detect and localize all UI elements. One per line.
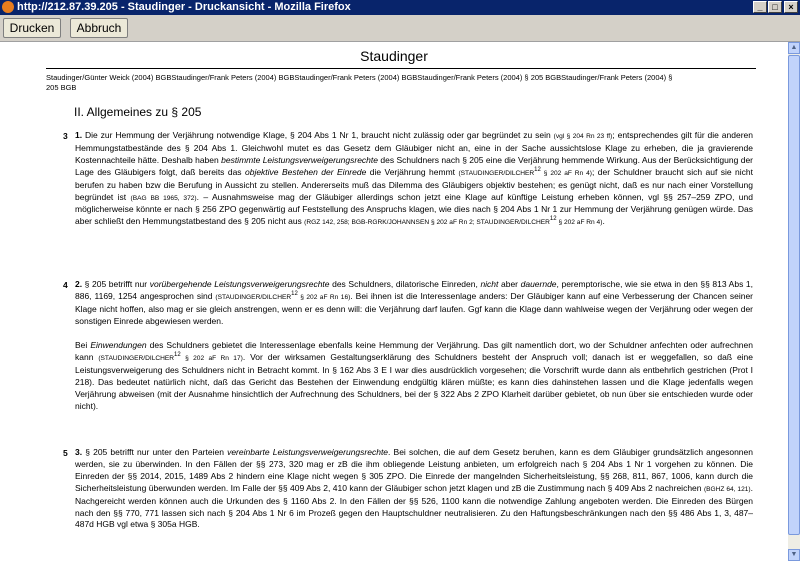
paragraph-text: (BAG BB 1965, 372) <box>130 194 197 202</box>
paragraph-text: des Schuldners nach § 205 eine die Verjährung hemmende Wirkung. Aus der Berücksichtigung der Lage des Gläubigers folgt, daß bereits das <box>75 154 753 177</box>
paragraph-text: 12 <box>534 166 541 173</box>
paragraph-text: 1. <box>75 130 83 140</box>
document-title: Staudinger <box>360 48 428 64</box>
print-button[interactable]: Drucken <box>3 18 61 38</box>
maximize-icon[interactable]: □ <box>768 1 782 13</box>
paragraph-text: (BGHZ 64, 121) <box>703 485 751 493</box>
paragraph-text: des Schuldners gebietet die Interessenlage ebenfalls keine Hemmung der Verjährung. Das gilt namentlich dort, wo der Schuldner anfechten oder aufrechnen kann <box>75 340 753 362</box>
margin-number: 4 <box>63 280 68 290</box>
paragraph-text: § 205 betrifft nur <box>82 279 150 289</box>
paragraph-text: 12 <box>291 291 298 298</box>
paragraph-text: ; entsprechendes gilt für die anderen Hemmungstatbestände des § 204 Abs 1. Gleichwohl mutet es das Gesetz dem Gläubiger nicht an, eine in der Sache aussichtslose Klage zu erheben, die ja gravierende Kostennachteile hätte. Deshalb haben <box>75 130 753 165</box>
scroll-down-icon[interactable]: ▼ <box>788 549 800 561</box>
paragraph-text: ; der Schuldner braucht sich auf sie nicht berufen zu haben bzw die Berufung in Aussicht zu stellen. Andererseits muß das Dilemma des Gläubigers objektiv bestehen; es genügt nicht, daß es nur nach einer Vorstellung begründet ist <box>75 166 753 202</box>
title-bar <box>0 0 800 15</box>
margin-number: 5 <box>63 448 68 458</box>
paragraph-text: , peremptorische, wie sie etwa in den §§ 813 Abs 1, 886, 1169, 1254 angesprochen sind <box>75 279 754 301</box>
paragraph-text: (STAUDINGER/DILCHER <box>98 354 175 362</box>
paragraph <box>75 340 753 412</box>
cancel-button[interactable]: Abbruch <box>70 18 128 38</box>
paragraph-text: 12 <box>174 352 181 359</box>
paragraph-text: 3. <box>75 447 83 457</box>
paragraph-text: § 202 aF Rn 17) <box>180 354 243 362</box>
paragraph-text: . – Ausnahmsweise mag der Gläubiger allerdings schon jetzt eine Klage auf künftige Leistung erheben können, vgl §§ 257–259 ZPO, und möglicherweise könnte er nach § 256 ZPO gegenwärtig auf Feststellung des Anspruchs klagen, wie dies nach § 204 Abs 1 Nr 1 zur Hemmung der Verjährung genügen würde. Das aber schließt den Hemmungstatbestand des § 205 nicht aus <box>75 191 753 227</box>
window-title: http://212.87.39.205 - Staudinger - Druckansicht - Mozilla Firefox <box>17 1 351 13</box>
paragraph-text: § 202 aF Rn 16) <box>297 293 351 301</box>
paragraph-text: dauernde <box>520 279 557 289</box>
paragraph-text: Einwendungen <box>90 340 147 350</box>
paragraph-text: . <box>602 216 605 227</box>
paragraph-text: § 205 betrifft nur unter den Parteien <box>82 447 228 457</box>
paragraph-text: Die zur Hemmung der Verjährung notwendige Klage, § 204 Abs 1 Nr 1, braucht nicht zulässig oder gar begründet zu sein <box>82 130 554 140</box>
paragraph-text: die Verjährung hemmt <box>366 166 459 177</box>
toolbar <box>0 15 800 42</box>
paragraph <box>75 447 753 531</box>
paragraph-text: des Schuldners, dilatorische Einreden, <box>329 279 481 289</box>
paragraph-text: 12 <box>549 216 557 223</box>
title-divider <box>46 68 756 69</box>
paragraph-text: 2. <box>75 279 83 289</box>
paragraph-text: (RGZ 142, 258; BGB-RGRK/JOHANNSEN § 202 aF Rn 2; STAUDINGER/DILCHER <box>304 219 550 227</box>
document-view <box>0 42 788 561</box>
breadcrumb: Staudinger/Günter Weick (2004) BGBStaudinger/Frank Peters (2004) BGBStaudinger/Frank Peters (2004) BGBStaudinger/Frank Peters (2004) § 205 BGBStaudinger/Frank Peters (2004) § 205 BGB <box>46 73 673 92</box>
scroll-up-icon[interactable]: ▲ <box>788 42 800 54</box>
paragraph-text: § 202 aF Rn 4) <box>540 169 592 177</box>
margin-number: 3 <box>63 131 68 141</box>
paragraph-text: . Vor der wirksamen Gestaltungserklärung des Schuldners besteht der Anspruch voll; danach ist er weggefallen, so daß eine Leistungsverweigerung des Schuldners nicht in Betracht kommt. In § 162 Abs 3 E I war dies ausdrücklich vorgesehen; die Vorschrift wurde dann als entbehrlich gestrichen (Prot I 218). Das bedeutet natürlich nicht, daß das Gericht das Bestehen der Einwendung endgültig klären müßte; es kann dies dahinstehen lassen und die Klage jedenfalls wegen Verjährung abweisen (mit der Ausnahme hinsichtlich der Aufrechnung des Schuldners, bei der § 322 Abs 2 ZPO Klarheit darüber gebietet, ob nun über sie entschieden wurde oder nicht). <box>75 351 754 411</box>
paragraph <box>75 279 753 328</box>
minimize-icon[interactable]: _ <box>753 1 767 13</box>
paragraph-text: Bei <box>75 340 91 350</box>
paragraph-text: objektive Bestehen der Einrede <box>244 166 367 177</box>
paragraph-text: aber <box>498 279 521 289</box>
paragraph-text: vorübergehende Leistungsverweigerungsrechte <box>149 279 330 289</box>
paragraph-text: . Bei ihnen ist die Interessenlage anders: Der Gläubiger kann auf eine Verbesserung der Chancen seiner Klage nicht hoffen, also mag er sie gleich anstrengen, wenn er es denn will: die Verjährung darf laufen. Ggf kann die Klage dann wahlweise wegen der Verjährung oder wegen der sonstigen Einrede abgewiesen werden. <box>75 290 754 326</box>
paragraph-text: . Nachgereicht werden können auch die Urkunden des § 1160 Abs 2. In den Fällen der §§ 526, 1100 kann die notwendige Zahlung angeboten werden. Die Einreden des Bürgen nach den §§ 770, 771 lassen sich nach § 204 Abs 1 Nr 6 im Prozeß gegen den Hauptschuldner neutralisieren. Zu den Haftungsbeschränkungen nach den §§ 486 Abs 1, 3, 487–487d HGB vgl etwa § 305a HGB. <box>75 482 753 530</box>
paragraph-text: § 202 aF Rn 4) <box>556 219 603 227</box>
paragraph-text: (STAUDINGER/DILCHER <box>215 293 292 301</box>
paragraph-text: bestimmte Leistungsverweigerungsrechte <box>221 154 378 165</box>
paragraph-text: (vgl § 204 Rn 23 ff) <box>553 133 613 140</box>
section-heading: II. Allgemeines zu § 205 <box>74 105 202 119</box>
scrollbar-thumb[interactable] <box>788 55 800 535</box>
paragraph-text: . Bei solchen, die auf dem Gesetz beruhen, kann es dem Gläubiger grundsätzlich angesonnen werden, sie zu überwinden. In den Fällen der §§ 273, 320 mag er zB die ihm obliegende Leistung anbieten, um erfolgreich nach § 204 Abs 1 Nr 1 vorgehen zu können. Die Einreden der §§ 2014, 2015, 1489 Abs 2 hindern eine Klage nicht wegen § 305 ZPO. Die Einrede der mangelnden Sicherheitsleistung, §§ 268, 811, 867, 1006, kann durch die Sicherheitsleistung überwunden werden. Im Falle der §§ 409 Abs 2, 410 kann der Gläubiger schon jetzt klagen und zB die Zustimmung nach § 409 Abs 2 nachreichen <box>75 447 753 493</box>
close-icon[interactable]: × <box>784 1 798 13</box>
paragraph-text: nicht <box>480 279 499 289</box>
paragraph-text: vereinbarte Leistungsverweigerungsrechte <box>227 447 389 457</box>
firefox-icon <box>2 1 14 13</box>
paragraph-text: (STAUDINGER/DILCHER <box>458 169 535 177</box>
paragraph <box>75 130 753 229</box>
vertical-scrollbar[interactable] <box>788 42 800 561</box>
